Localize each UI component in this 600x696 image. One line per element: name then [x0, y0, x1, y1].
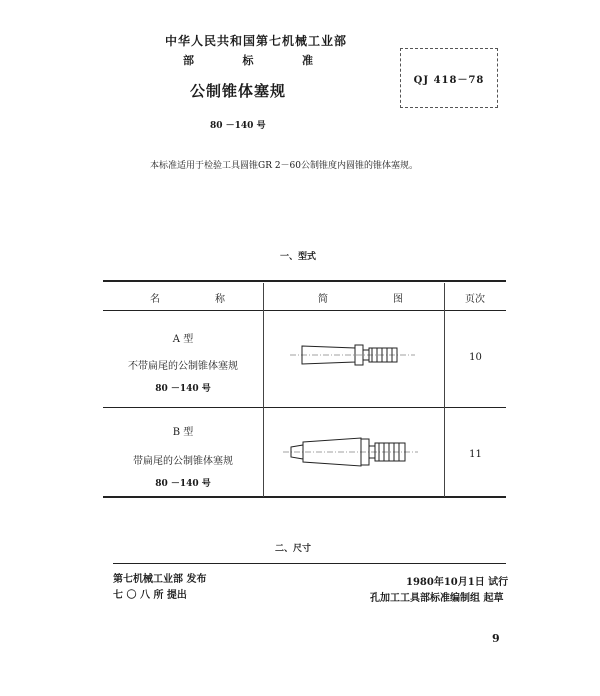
section-title-dimensions: 二、尺寸: [275, 544, 312, 554]
row-b-range: 80 －140 号: [155, 479, 211, 489]
standard-code-box: [400, 48, 498, 108]
gauge-a-sketch: [290, 335, 420, 375]
row-b-description: 带扁尾的公制锥体塞规: [133, 456, 233, 467]
column-header-page: 页次: [465, 294, 485, 305]
footer-rule: [113, 563, 506, 564]
table-column-divider: [444, 283, 445, 497]
table-top-rule: [103, 280, 506, 282]
standard-label-char: 标: [242, 54, 254, 67]
column-header-sketch-char: 简: [318, 294, 328, 305]
row-b-page: 11: [469, 449, 482, 460]
proposer: 七 〇 八 所 提出: [113, 590, 187, 601]
row-b-type-label: B 型: [172, 427, 194, 438]
row-a-range: 80 －140 号: [155, 384, 211, 394]
issuer: 第七机械工业部 发布: [113, 574, 207, 585]
scope-statement: 本标准适用于检验工具圆锥GR 2－60公制锥度内圆锥的锥体塞规。: [150, 161, 419, 171]
document-title: 公制锥体塞规: [190, 82, 287, 100]
gauge-b-sketch: [283, 430, 423, 474]
page-number: 9: [492, 632, 500, 645]
table-header-rule: [103, 310, 506, 311]
row-a-description: 不带扁尾的公制锥体塞规: [128, 361, 238, 372]
row-a-type-label: A 型: [172, 334, 194, 345]
table-bottom-rule: [103, 496, 506, 498]
table-column-divider: [263, 283, 264, 497]
row-a-page: 10: [469, 352, 482, 363]
size-range: 80 －140 号: [210, 121, 266, 131]
standard-label-char: 部: [183, 54, 194, 67]
drafter: 孔加工工具部标准编制组 起草: [370, 593, 504, 604]
column-header-name-char: 称: [215, 294, 225, 305]
section-title-types: 一、型式: [280, 252, 317, 262]
standard-label-char: 准: [302, 54, 313, 67]
ministry-name: 中华人民共和国第七机械工业部: [165, 34, 348, 48]
trial-date: 1980年10月1日 试行: [406, 577, 509, 588]
column-header-sketch-char: 图: [393, 294, 403, 305]
column-header-name-char: 名: [150, 294, 160, 305]
standard-code: QJ 418－78: [413, 74, 485, 86]
standard-label: [183, 52, 313, 68]
table-row-rule: [103, 407, 506, 408]
